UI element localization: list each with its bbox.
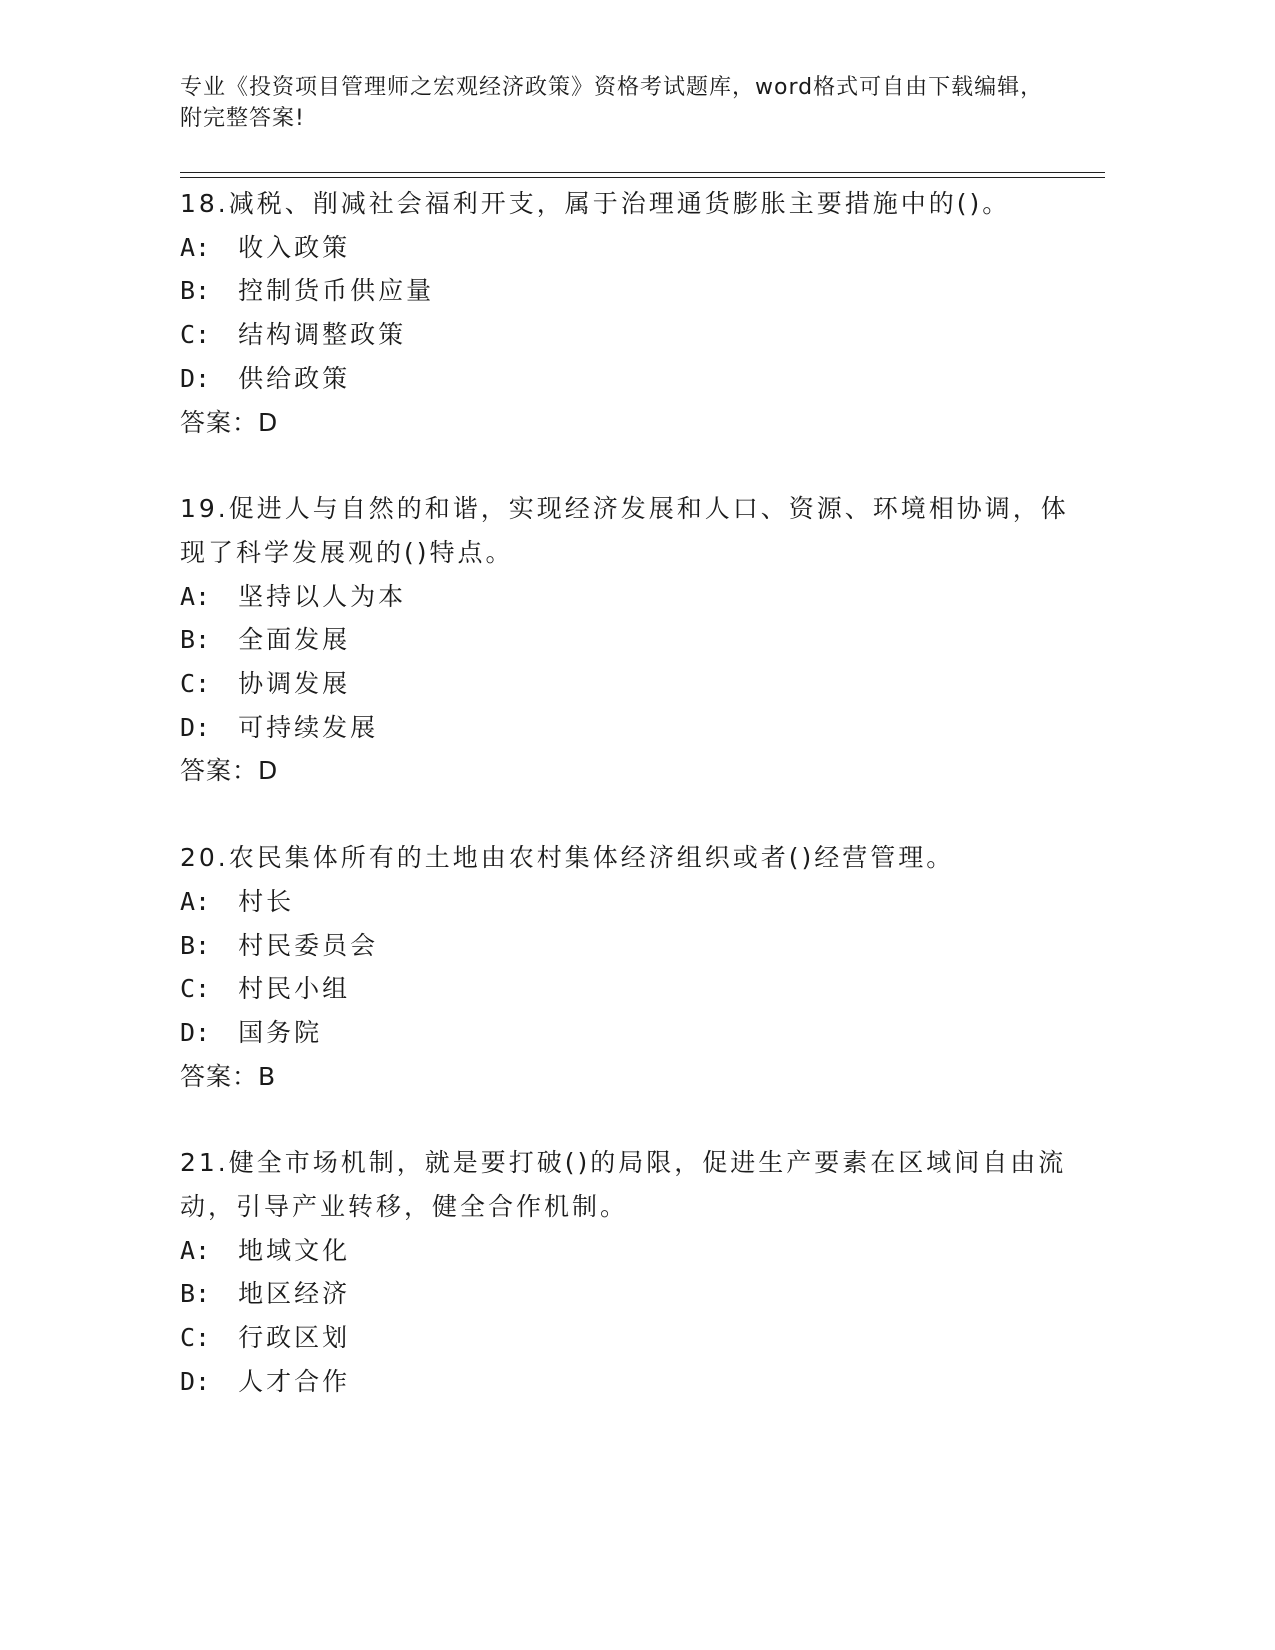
option-text: 全面发展 [238,625,351,655]
option-letter: C: [180,669,211,699]
header-divider-bottom [180,177,1105,178]
option-letter: D: [180,1017,211,1047]
document-header: 专业《投资项目管理师之宏观经济政策》资格考试题库，word格式可自由下载编辑，附完整答案! [180,75,1044,131]
option-letter: A: [180,581,211,611]
question-text: 促进人与自然的和谐，实现经济发展和人口、资源、环境相协调，体现了科学发展观的()特点。 [180,494,1069,567]
option-letter: C: [180,974,211,1004]
answer-line [180,749,1080,793]
answer-value: B [258,1061,276,1091]
option-text: 村民委员会 [238,930,379,960]
option-a [180,226,1080,270]
answer-label: 答案： [180,756,259,786]
option-text: 坚持以人为本 [238,581,407,611]
option-letter: A: [180,886,211,916]
option-text: 控制货币供应量 [238,276,435,306]
option-text: 协调发展 [238,669,351,699]
option-b [180,1272,1080,1316]
option-text: 供给政策 [238,363,351,393]
option-letter: B: [180,930,211,960]
option-c [180,967,1080,1011]
option-text: 村长 [238,886,295,916]
option-d [180,1011,1080,1055]
option-d [180,357,1080,401]
option-text: 地区经济 [238,1279,351,1309]
option-text: 结构调整政策 [238,320,407,350]
question-18 [180,182,1080,444]
question-20 [180,836,1080,1098]
option-d [180,706,1080,750]
option-letter: C: [180,1323,211,1353]
option-b [180,269,1080,313]
question-text: 健全市场机制，就是要打破()的局限，促进生产要素在区域间自由流动，引导产业转移，健全合作机制。 [180,1148,1067,1222]
option-c [180,662,1080,706]
option-letter: B: [180,276,211,306]
question-number: 18. [180,189,229,218]
question-text: 农民集体所有的土地由农村集体经济组织或者()经营管理。 [228,843,955,873]
option-text: 收入政策 [238,232,351,262]
option-d [180,1360,1080,1404]
option-b [180,618,1080,662]
option-text: 村民小组 [238,974,351,1004]
option-a [180,1229,1080,1273]
option-a [180,880,1080,924]
option-text: 人才合作 [238,1366,351,1396]
option-text: 行政区划 [238,1323,351,1353]
option-letter: D: [180,712,211,742]
header-divider-top [180,172,1105,173]
question-21 [180,1141,1080,1403]
question-number: 19. [180,494,229,524]
answer-value: D [258,407,278,437]
option-text: 地域文化 [238,1235,351,1265]
question-stem [180,1141,1080,1228]
answer-label: 答案： [180,1061,259,1091]
question-number: 21. [180,1148,229,1178]
option-text: 可持续发展 [238,712,379,742]
question-number: 20. [180,843,229,873]
question-stem [180,836,1080,880]
option-letter: A: [180,232,211,262]
option-c [180,313,1080,357]
option-text: 国务院 [238,1017,323,1047]
option-c [180,1316,1080,1360]
answer-value: D [258,756,278,786]
question-text: 减税、削减社会福利开支，属于治理通货膨胀主要措施中的()。 [228,189,1011,218]
option-letter: C: [180,320,211,350]
option-letter: D: [180,363,211,393]
option-letter: D: [180,1366,211,1396]
question-19 [180,487,1080,793]
option-b [180,924,1080,968]
option-letter: B: [180,625,211,655]
question-stem [180,182,1080,226]
answer-line [180,401,1080,445]
question-stem [180,487,1080,574]
answer-label: 答案： [180,407,259,437]
answer-line [180,1055,1080,1099]
option-letter: B: [180,1279,211,1309]
question-list [180,182,1080,1447]
option-a [180,575,1080,619]
option-letter: A: [180,1235,211,1265]
